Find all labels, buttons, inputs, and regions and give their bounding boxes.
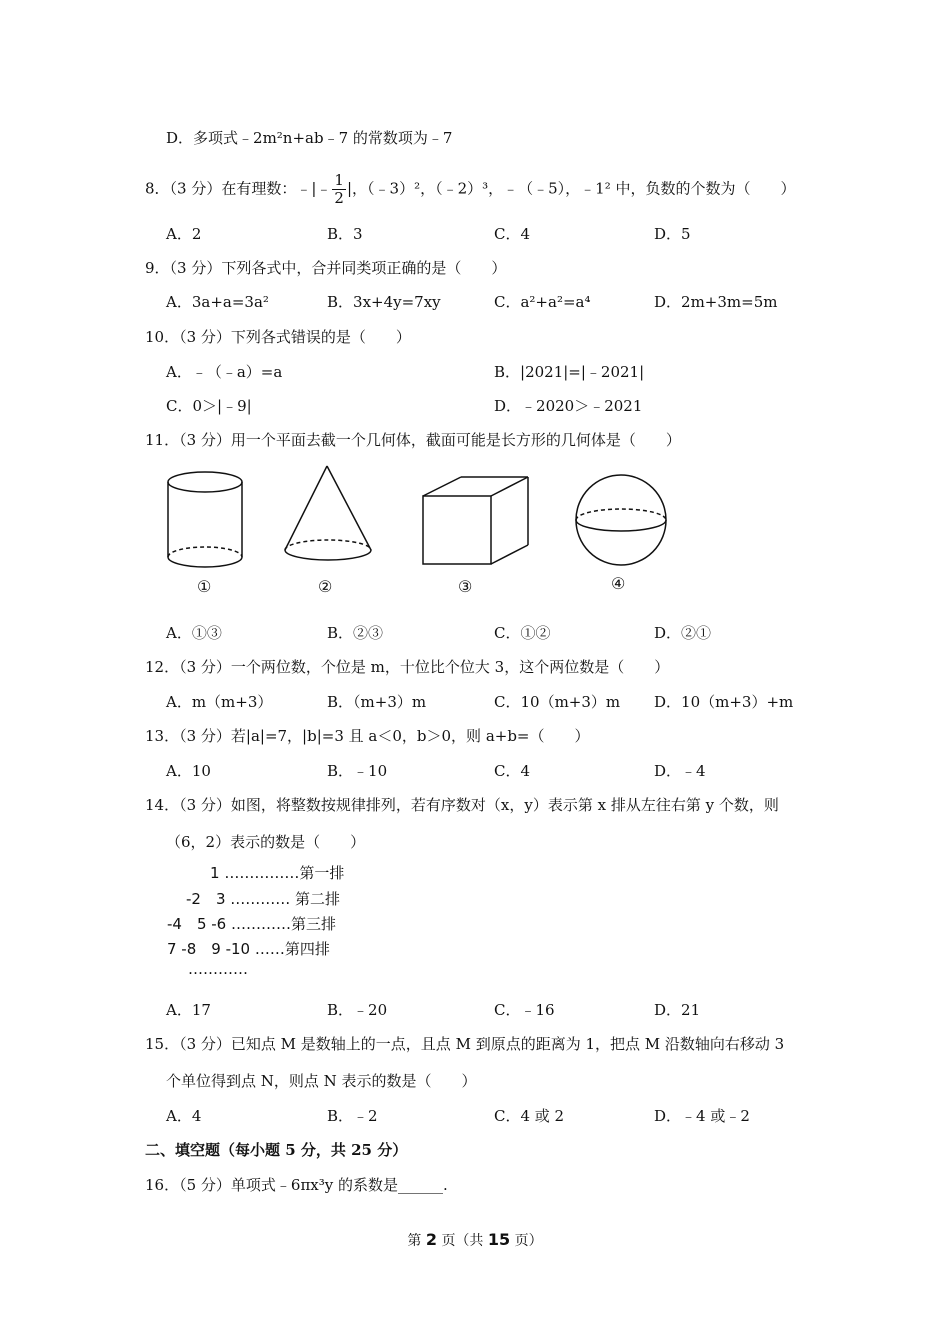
footer-pre: 第 (407, 1233, 422, 1249)
pattern-row-nums: 1 (210, 864, 220, 882)
q14-option-d: D．21 (654, 1001, 701, 1019)
q12-option-a: A．m（m+3） (166, 693, 273, 711)
q11-stem: 11．（3 分）用一个平面去截一个几何体，截面可能是长方形的几何体是（ ） (145, 431, 681, 449)
q11-label-2: ② (318, 577, 333, 596)
q13-stem: 13．（3 分）若|a|=7，|b|=3 且 a＜0，b＞0，则 a+b=（ ） (145, 727, 590, 745)
q15-stem-line1: 15．（3 分）已知点 M 是数轴上的一点，且点 M 到原点的距离为 1，把点 M 沿数轴向右移动 3 (145, 1035, 785, 1053)
pattern-row-dots: ……第四排 (254, 940, 330, 958)
q7-option-d: D．多项式﹣2m²n+ab﹣7 的常数项为﹣7 (166, 129, 453, 147)
q11-option-a: A．①③ (166, 624, 222, 642)
pattern-row-1 (210, 862, 344, 883)
pattern-row-dots: ………… 第二排 (230, 890, 341, 908)
q14-stem-line1: 14．（3 分）如图，将整数按规律排列，若有序数对（x，y）表示第 x 排从左往右第 y 个数，则 (145, 796, 779, 814)
q8-stem (145, 172, 796, 207)
q10-stem: 10．（3 分）下列各式错误的是（ ） (145, 328, 411, 346)
q12-option-c: C．10（m+3）m (494, 693, 621, 711)
q9-option-b: B．3x+4y=7xy (327, 293, 441, 311)
q11-label-4: ④ (611, 574, 626, 593)
q8-option-c: C．4 (494, 225, 531, 243)
pattern-more: ………… (188, 960, 248, 978)
q11-option-b: B．②③ (327, 624, 384, 642)
q8-fraction (332, 172, 346, 207)
q15-option-c: C．4 或 2 (494, 1107, 565, 1125)
pattern-row-nums: -4 5 -6 (167, 915, 227, 933)
q8-frac-num: 1 (334, 171, 344, 189)
q8-stem-pre: 8．（3 分）在有理数：﹣|﹣ (145, 179, 332, 198)
q9-stem: 9．（3 分）下列各式中，合并同类项正确的是（ ） (145, 259, 507, 277)
q11-label-1: ① (197, 577, 212, 596)
pattern-row-4 (167, 938, 330, 959)
q12-option-b: B．（m+3）m (327, 693, 427, 711)
pattern-row-dots: ……………第一排 (224, 864, 345, 882)
q15-stem-line2: 个单位得到点 N，则点 N 表示的数是（ ） (166, 1072, 477, 1090)
q11-option-c: C．①② (494, 624, 551, 642)
footer-total-pages: 15 (487, 1230, 511, 1249)
q13-option-a: A．10 (166, 762, 211, 780)
q13-option-d: D．﹣4 (654, 762, 706, 780)
q8-option-a: A．2 (166, 225, 202, 243)
q10-option-a: A．﹣（﹣a）=a (166, 363, 283, 381)
sphere-shape (576, 475, 666, 565)
q9-option-a: A．3a+a=3a² (166, 293, 269, 311)
cone-shape (285, 466, 371, 560)
q13-option-c: C．4 (494, 762, 531, 780)
q10-option-c: C．0＞|﹣9| (166, 397, 252, 415)
q16-stem: 16．（5 分）单项式﹣6πx³y 的系数是______. (145, 1176, 448, 1194)
pattern-row-nums: -2 3 (186, 890, 226, 908)
q14-option-c: C．﹣16 (494, 1001, 555, 1019)
section-2-title: 二、填空题（每小题 5 分，共 25 分） (145, 1141, 408, 1159)
footer-page-number: 2 (425, 1230, 437, 1249)
q9-option-c: C．a²+a²=a⁴ (494, 293, 591, 311)
footer-mid: 页（共 (441, 1233, 484, 1249)
q8-option-d: D．5 (654, 225, 691, 243)
q14-option-b: B．﹣20 (327, 1001, 388, 1019)
q8-frac-den: 2 (334, 189, 344, 207)
q15-option-b: B．﹣2 (327, 1107, 378, 1125)
cylinder-shape (168, 472, 242, 567)
pattern-row-3 (167, 913, 336, 934)
q11-label-3: ③ (458, 577, 473, 596)
q8-stem-post: |，（﹣3）²，（﹣2）³，﹣（﹣5），﹣1² 中，负数的个数为（ ） (346, 179, 796, 198)
q14-stem-line2: （6，2）表示的数是（ ） (166, 833, 366, 851)
q15-option-d: D．﹣4 或﹣2 (654, 1107, 750, 1125)
footer-post: 页） (514, 1233, 543, 1249)
pattern-row-2 (186, 888, 340, 909)
q11-option-d: D．②① (654, 624, 712, 642)
q8-option-b: B．3 (327, 225, 363, 243)
q14-option-a: A．17 (166, 1001, 211, 1019)
q10-option-b: B．|2021|=|﹣2021| (494, 363, 645, 381)
cube-shape (423, 477, 528, 564)
page-footer (0, 1230, 950, 1250)
q13-option-b: B．﹣10 (327, 762, 388, 780)
q15-option-a: A．4 (166, 1107, 202, 1125)
q12-option-d: D．10（m+3）+m (654, 693, 794, 711)
q12-stem: 12．（3 分）一个两位数，个位是 m，十位比个位大 3，这个两位数是（ ） (145, 658, 670, 676)
q10-option-d: D．﹣2020＞﹣2021 (494, 397, 643, 415)
pattern-row-nums: 7 -8 9 -10 (167, 940, 251, 958)
pattern-row-dots: …………第三排 (231, 915, 337, 933)
q9-option-d: D．2m+3m=5m (654, 293, 778, 311)
